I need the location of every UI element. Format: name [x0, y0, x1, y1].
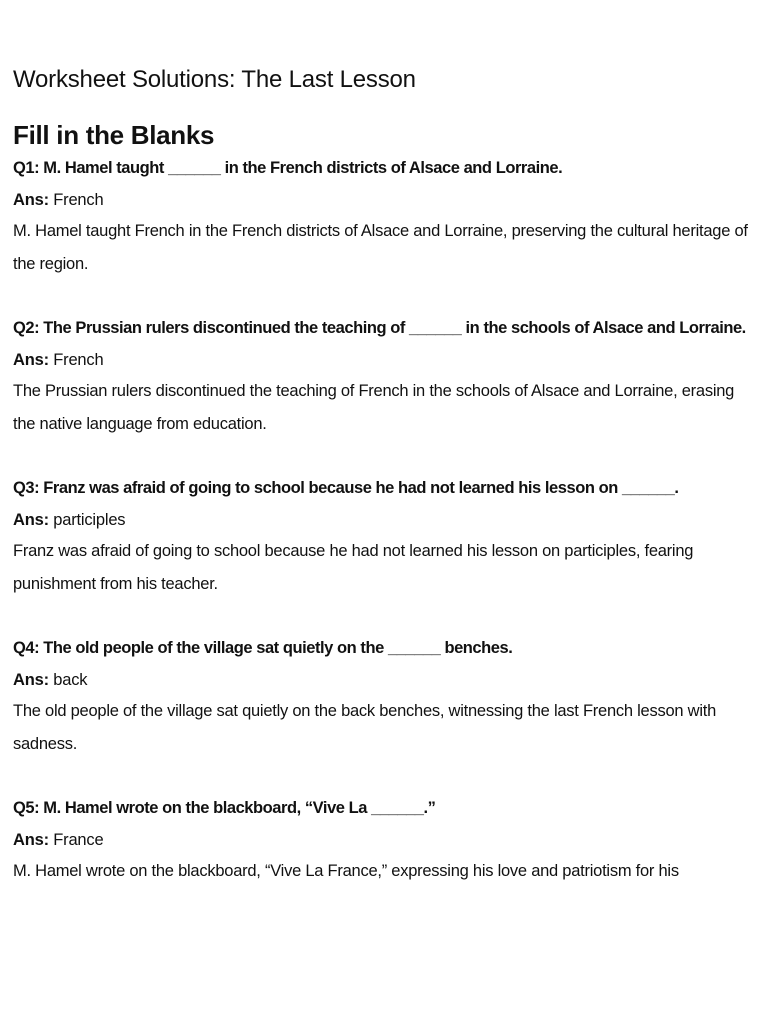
answer-value: France: [53, 831, 104, 849]
answer-5: [13, 825, 755, 855]
question-2: Q2: The Prussian rulers discontinued the teaching of ______ in the schools of Alsace and Lorraine.: [13, 319, 746, 337]
question-5: Q5: M. Hamel wrote on the blackboard, “Vive La ______.”: [13, 799, 436, 817]
answer-value: French: [53, 191, 104, 209]
question-3: Q3: Franz was afraid of going to school because he had not learned his lesson on ______.: [13, 479, 679, 497]
answer-1: [13, 185, 755, 215]
answer-label: Ans:: [13, 511, 49, 529]
qa-item-1: [13, 152, 755, 281]
qa-item-3: [13, 472, 755, 601]
answer-label: Ans:: [13, 671, 49, 689]
question-4: Q4: The old people of the village sat quietly on the ______ benches.: [13, 639, 513, 657]
qa-item-2: [13, 312, 755, 441]
explanation-2: The Prussian rulers discontinued the teaching of French in the schools of Alsace and Lorraine, erasing the native language from education.: [13, 382, 735, 433]
question-1: Q1: M. Hamel taught ______ in the French districts of Alsace and Lorraine.: [13, 159, 563, 177]
answer-label: Ans:: [13, 351, 49, 369]
answer-2: [13, 345, 755, 375]
document-title: Worksheet Solutions: The Last Lesson: [13, 66, 416, 93]
answer-label: Ans:: [13, 191, 49, 209]
explanation-1: M. Hamel taught French in the French districts of Alsace and Lorraine, preserving the cultural heritage of the region.: [13, 222, 748, 273]
answer-value: participles: [53, 511, 126, 529]
answer-value: back: [53, 671, 88, 689]
qa-item-5: [13, 792, 755, 888]
explanation-3: Franz was afraid of going to school because he had not learned his lesson on participles, fearing punishment from his teacher.: [13, 542, 694, 593]
explanation-4: The old people of the village sat quietly on the back benches, witnessing the last French lesson with sadness.: [13, 702, 717, 753]
answer-4: [13, 665, 755, 695]
section-heading: Fill in the Blanks: [13, 120, 215, 150]
answer-3: [13, 505, 755, 535]
answer-value: French: [53, 351, 104, 369]
explanation-5: M. Hamel wrote on the blackboard, “Vive La France,” expressing his love and patriotism for his: [13, 862, 679, 880]
answer-label: Ans:: [13, 831, 49, 849]
worksheet-page: [13, 64, 755, 888]
qa-item-4: [13, 632, 755, 761]
